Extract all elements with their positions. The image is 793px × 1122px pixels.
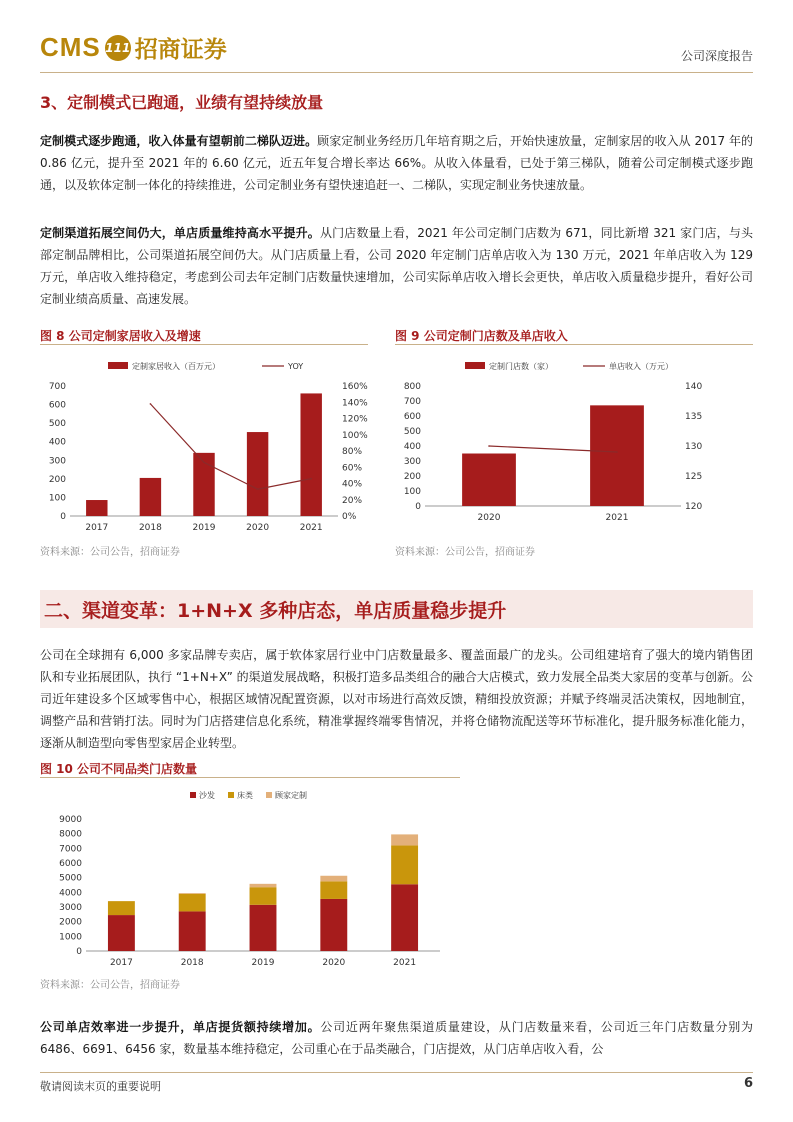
bar-沙发-2019 [250, 905, 277, 951]
y-right-tick-label: 125 [685, 472, 703, 482]
bar-2017 [86, 500, 107, 516]
figure-10-title: 图 10 公司不同品类门店数量 [40, 762, 198, 776]
y-left-tick-label: 0 [415, 502, 421, 512]
x-tick-label: 2017 [85, 523, 109, 533]
y-tick-label: 9000 [59, 815, 82, 825]
footer-note: 敬请阅读末页的重要说明 [40, 1080, 161, 1093]
figure-9-chart [395, 346, 753, 540]
paragraph-lead: 定制渠道拓展空间仍大，单店质量维持高水平提升。 [40, 226, 320, 240]
paragraph-body: 公司近两年聚焦渠道质量建设，从门店数量来看，公司近三年门店数量分别为 6486、6691、6456 家，数量基本维持稳定，公司重心在于品类融合，门店提效，从门店单店收入看，公 [40, 1020, 753, 1056]
figure-9-title: 图 9 公司定制门店数及单店收入 [395, 329, 568, 343]
paragraph-channel [40, 222, 753, 310]
bar-2018 [140, 478, 161, 516]
report-type: 公司深度报告 [680, 49, 753, 63]
x-tick-label: 2021 [605, 513, 629, 523]
y-right-tick-label: 20% [342, 495, 363, 506]
section-3-title: 3、定制模式已跑通，业绩有望持续放量 [40, 93, 324, 112]
x-tick-label: 2017 [109, 958, 133, 968]
x-tick-label: 2021 [393, 958, 417, 968]
y-right-tick-label: 40% [342, 479, 363, 490]
figure-8-chart [40, 346, 368, 540]
bar-顾家定制-2021 [391, 834, 418, 845]
x-tick-label: 2020 [246, 523, 270, 533]
bar-顾家定制-2019 [250, 884, 277, 887]
logo-cms-text: CMS [40, 32, 101, 62]
y-tick-label: 3000 [59, 903, 82, 913]
y-tick-label: 5000 [59, 873, 82, 884]
figure-10-source: 资料来源：公司公告，招商证券 [40, 980, 180, 991]
line-point-2019 [203, 462, 205, 464]
y-left-tick-label: 300 [48, 456, 66, 467]
legend-swatch-沙发 [190, 792, 196, 798]
legend-swatch-顾家定制 [266, 792, 272, 798]
figure-10-chart [40, 779, 460, 972]
y-left-tick-label: 300 [403, 457, 421, 467]
legend-label-line: YOY [288, 362, 304, 371]
figure-9-rule [395, 344, 753, 345]
line-point-2021 [616, 451, 618, 453]
bar-2020 [462, 454, 516, 507]
legend-swatch-bar [108, 362, 128, 369]
y-right-tick-label: 80% [342, 447, 363, 457]
y-tick-label: 6000 [59, 859, 82, 869]
y-tick-label: 2000 [59, 917, 82, 928]
bar-沙发-2017 [108, 915, 135, 951]
page-number: 6 [743, 1076, 753, 1091]
y-right-tick-label: 140% [342, 398, 368, 409]
bar-床类-2020 [320, 881, 347, 899]
figure-8-source: 资料来源：公司公告，招商证券 [40, 547, 180, 558]
bar-沙发-2018 [179, 911, 206, 951]
legend-label-沙发: 沙发 [199, 791, 215, 800]
x-tick-label: 2021 [299, 523, 323, 533]
y-left-tick-label: 100 [403, 487, 421, 497]
section-2-title: 二、渠道变革：1+N+X 多种店态，单店质量稳步提升 [44, 600, 507, 622]
paragraph-lead: 公司单店效率进一步提升，单店提货额持续增加。 [40, 1020, 321, 1034]
y-left-tick-label: 0 [60, 512, 66, 522]
x-tick-label: 2019 [192, 523, 216, 533]
y-right-tick-label: 160% [342, 382, 368, 392]
y-left-tick-label: 500 [403, 427, 421, 437]
y-right-tick-label: 120% [342, 414, 368, 425]
bar-床类-2019 [250, 887, 277, 905]
bar-沙发-2021 [391, 884, 418, 951]
paragraph-store-efficiency [40, 1016, 753, 1060]
bar-床类-2018 [179, 894, 206, 912]
bar-沙发-2020 [320, 899, 347, 951]
y-right-tick-label: 0% [342, 512, 357, 522]
line-point-2021 [310, 478, 312, 480]
x-tick-label: 2018 [180, 958, 204, 968]
y-left-tick-label: 100 [48, 493, 66, 504]
legend-swatch-床类 [228, 792, 234, 798]
paragraph-channel-reform [40, 644, 753, 754]
legend-label-顾家定制: 顾家定制 [275, 791, 307, 800]
y-left-tick-label: 500 [48, 419, 66, 430]
figure-8-rule [40, 344, 368, 345]
y-right-tick-label: 140 [685, 382, 703, 392]
paragraph-custom-mode [40, 130, 753, 196]
y-left-tick-label: 600 [403, 412, 421, 422]
bar-2020 [247, 432, 268, 516]
y-left-tick-label: 200 [403, 472, 421, 482]
bar-2021 [590, 405, 644, 506]
y-right-tick-label: 120 [685, 502, 703, 512]
line-point-2018 [150, 403, 152, 405]
logo-mark-icon: 111 [105, 35, 131, 61]
footer-divider [40, 1072, 753, 1073]
figure-8-title: 图 8 公司定制家居收入及增速 [40, 329, 201, 343]
y-right-tick-label: 135 [685, 412, 703, 422]
paragraph-lead: 定制模式逐步跑通，收入体量有望朝前二梯队迈进。 [40, 134, 318, 148]
legend-label-床类: 床类 [237, 791, 253, 800]
figure-10-rule [40, 777, 460, 778]
legend-label-line: 单店收入（万元） [609, 362, 673, 371]
y-left-tick-label: 700 [48, 382, 66, 392]
paragraph-body: 从门店数量上看，2021 年公司定制门店数为 671，同比新增 321 家门店，与头部定制品牌相比，公司渠道拓展空间仍大。从门店质量上看，公司 2020 年定制门店单店收入为 130 万元，2021 年单店收入为 129 万元，单店收入维持稳定，考虑到公司去年定制门店数量快速增加，公司实际单店收入增长会更快，单店收入质量稳步提升，看好公司定制业绩高质量、高速发展。 [40, 226, 754, 306]
y-left-tick-label: 800 [403, 382, 421, 392]
y-right-tick-label: 130 [685, 442, 703, 452]
y-right-tick-label: 100% [342, 430, 368, 441]
legend-label-bar: 定制家居收入（百万元） [132, 362, 220, 371]
y-left-tick-label: 400 [48, 437, 66, 448]
bar-顾家定制-2020 [320, 876, 347, 882]
y-left-tick-label: 700 [403, 397, 421, 407]
bar-床类-2017 [108, 901, 135, 915]
y-left-tick-label: 200 [48, 474, 66, 485]
line-series-YOY [150, 404, 311, 489]
bar-床类-2021 [391, 845, 418, 884]
y-tick-label: 4000 [59, 888, 82, 899]
x-tick-label: 2020 [477, 513, 501, 523]
legend-label-bar: 定制门店数（家） [489, 362, 553, 371]
page-header [40, 25, 753, 75]
y-tick-label: 7000 [59, 844, 82, 855]
header-divider [40, 72, 753, 73]
logo-cn-text: 招商证券 [134, 36, 227, 63]
line-point-2020 [257, 488, 259, 490]
legend-swatch-bar [465, 362, 485, 369]
x-tick-label: 2019 [251, 958, 275, 968]
y-tick-label: 8000 [59, 829, 82, 840]
y-tick-label: 1000 [59, 932, 82, 943]
section-2-banner [40, 590, 753, 628]
x-tick-label: 2018 [138, 523, 162, 533]
bar-顾家定制-2018 [179, 893, 206, 894]
y-tick-label: 0 [76, 947, 82, 957]
paragraph-body: 公司在全球拥有 6,000 多家品牌专卖店，属于软体家居行业中门店数量最多、覆盖面最广的龙头。公司组建培育了强大的境内销售团队和专业拓展团队，执行 “1+N+X” 的渠道发展战略，积极打造多品类组合的融合大店模式，致力发展全品类大家居的变革与创新。公司近年建设多个区域零售中心，根据区域情况配置资源，以对市场进行高效反馈，精细投放资源；并赋予终端灵活决策权，因地制宜，调整产品和营销打法。同时为门店搭建信息化系统，精准掌握终端零售情况，并将仓储物流配送等环节标准化，提升服务标准化能力，逐渐从制造型向零售型家居企业转型。 [40, 648, 753, 750]
y-right-tick-label: 60% [342, 463, 363, 474]
y-left-tick-label: 600 [48, 400, 66, 411]
y-left-tick-label: 400 [403, 442, 421, 452]
line-point-2020 [488, 445, 490, 447]
figure-9-source: 资料来源：公司公告，招商证券 [395, 547, 535, 558]
x-tick-label: 2020 [322, 958, 346, 968]
cms-logo [40, 31, 227, 64]
bar-2021 [300, 393, 321, 516]
paragraph-body: 顾家定制业务经历几年培育期之后，开始快速放量，定制家居的收入从 2017 年的 0.86 亿元，提升至 2021 年的 6.60 亿元，近五年复合增长率达 66%。从收入体量看，已处于第三梯队，随着公司定制模式逐步跑通，以及软体定制一体化的持续推进，公司定制业务有望快速追赶一、二梯队，实现定制业务快速放量。 [40, 134, 753, 192]
